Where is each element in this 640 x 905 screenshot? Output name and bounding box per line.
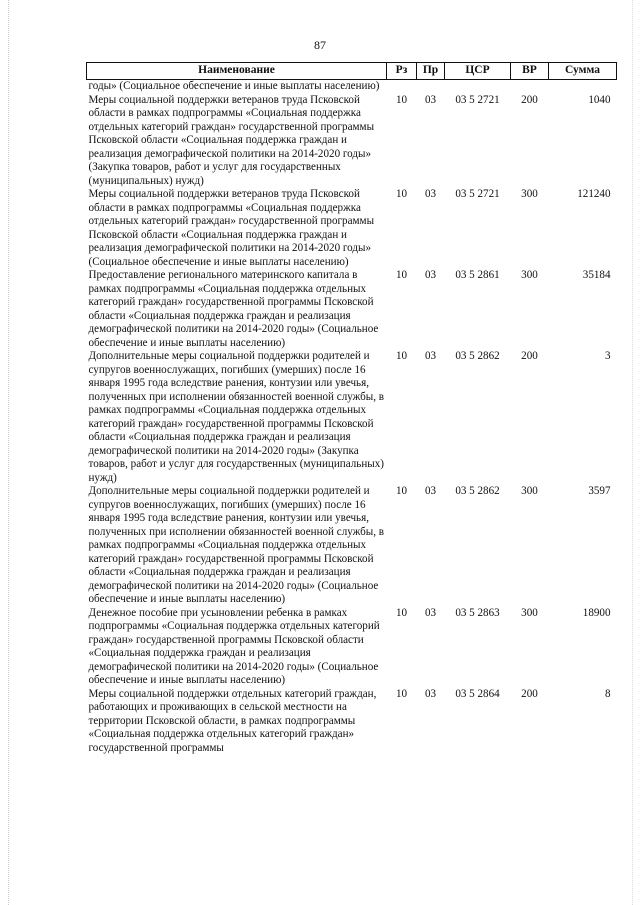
table-row: [87, 80, 617, 94]
row-rz: 10: [395, 606, 408, 619]
row-name: Денежное пособие при усыновлении ребенка в рамках подпрограммы «Социальная поддержка отдельных категорий граждан» государственной программы Псковской области «Социальная поддержка граждан и реализация демографической политики на 2014-2020 годы» (Социальное обеспечение и иные выплаты населению): [88, 606, 380, 686]
row-csr: 03 5 2862: [455, 350, 500, 362]
row-sum: 1040: [588, 93, 611, 106]
row-name: Предоставление регионального материнского капитала в рамках подпрограммы «Социальная поддержка отдельных категорий граждан» государственной программы Псковской области «Социальная поддержка граждан и реализация демографической политики на 2014-2020 годы» (Социальное обеспечение и иные выплаты населению): [88, 269, 379, 349]
row-vr: 200: [521, 687, 538, 700]
header-name: Наименование: [87, 63, 387, 80]
row-rz: 10: [395, 269, 408, 281]
row-name: Дополнительные меры социальной поддержки родителей и супругов военнослужащих, погибших (умерших) после 16 января 1995 года вследствие ранения, контузии или увечья, полученных при исполнении обязанностей военной службы, в рамках подпрограммы «Социальная поддержка отдельных категорий граждан» государственной программы Псковской области «Социальная поддержка граждан и реализация демографической политики на 2014-2020 годы» (Закупка товаров, работ и услуг для государственных (муниципальных) нужд): [88, 350, 385, 484]
row-pr: 03: [424, 188, 437, 200]
row-sum: [549, 80, 617, 94]
row-vr: [511, 80, 549, 94]
row-sum: 3597: [588, 485, 611, 497]
row-pr: 03: [424, 350, 437, 362]
header-vr: ВР: [511, 63, 549, 80]
table-row: [87, 94, 617, 189]
row-sum: 8: [604, 687, 611, 700]
row-pr: 03: [424, 269, 437, 281]
page-number: 87: [314, 38, 326, 52]
header-csr: ЦСР: [445, 63, 511, 80]
header-rz: Рз: [387, 63, 417, 80]
row-pr: 03: [424, 93, 437, 106]
row-rz: 10: [395, 350, 408, 362]
table-row: [87, 607, 617, 688]
row-pr: 03: [424, 687, 437, 700]
table-row: [87, 188, 617, 269]
row-rz: 10: [395, 188, 408, 200]
row-name: Меры социальной поддержки ветеранов труда Псковской области в рамках подпрограммы «Социальная поддержка отдельных категорий граждан» государственной программы Псковской области «Социальная поддержка граждан и реализация демографической политики на 2014-2020 годы» (Социальное обеспечение и иные выплаты населению): [88, 188, 375, 268]
row-csr: 03 5 2863: [455, 606, 500, 619]
row-rz: 10: [395, 687, 408, 700]
row-csr: [445, 80, 511, 94]
row-csr: 03 5 2864: [455, 687, 500, 700]
header-pr: Пр: [417, 63, 445, 80]
budget-table: [86, 62, 617, 755]
row-rz: 10: [395, 485, 408, 497]
row-name: Меры социальной поддержки отдельных категорий граждан, работающих и проживающих в сельской местности на территории Псковской области, в рамках подпрограммы «Социальная поддержка отдельных категорий граждан» государственной программы: [88, 687, 377, 754]
scan-edge-right: [632, 0, 634, 905]
row-rz: [387, 80, 417, 94]
row-vr: 300: [521, 606, 538, 619]
row-sum: 18900: [582, 606, 611, 619]
row-sum: 121240: [577, 188, 611, 200]
row-vr: 300: [521, 188, 538, 200]
row-rz: 10: [395, 93, 408, 106]
table-row: [87, 269, 617, 350]
header-sum: Сумма: [549, 63, 617, 80]
row-sum: 35184: [582, 269, 611, 281]
row-pr: 03: [424, 606, 437, 619]
row-name: годы» (Социальное обеспечение и иные выплаты населению): [88, 80, 380, 92]
scan-edge-left: [8, 0, 10, 905]
row-pr: [417, 80, 445, 94]
row-pr: 03: [424, 485, 437, 497]
table-row: [87, 688, 617, 756]
row-vr: 200: [521, 350, 538, 362]
row-name: Меры социальной поддержки ветеранов труда Псковской области в рамках подпрограммы «Социальная поддержка отдельных категорий граждан» государственной программы Псковской области «Социальная поддержка граждан и реализация демографической политики на 2014-2020 годы» (Закупка товаров, работ и услуг для государственных (муниципальных) нужд): [88, 93, 375, 187]
row-sum: 3: [604, 350, 611, 362]
row-csr: 03 5 2721: [455, 93, 500, 106]
table-row: [87, 485, 617, 607]
row-csr: 03 5 2862: [455, 485, 500, 497]
table-row: [87, 350, 617, 485]
row-csr: 03 5 2721: [455, 188, 500, 200]
row-vr: 300: [521, 485, 538, 497]
table-header-row: [87, 63, 617, 80]
row-csr: 03 5 2861: [455, 269, 500, 281]
row-vr: 300: [521, 269, 538, 281]
row-name: Дополнительные меры социальной поддержки родителей и супругов военнослужащих, погибших (умерших) после 16 января 1995 года вследствие ранения, контузии или увечья, полученных при исполнении обязанностей военной службы, в рамках подпрограммы «Социальная поддержка отдельных категорий граждан» государственной программы Псковской области «Социальная поддержка граждан и реализация демографической политики на 2014-2020 годы» (Социальное обеспечение и иные выплаты населению): [88, 485, 385, 605]
row-vr: 200: [521, 93, 538, 106]
